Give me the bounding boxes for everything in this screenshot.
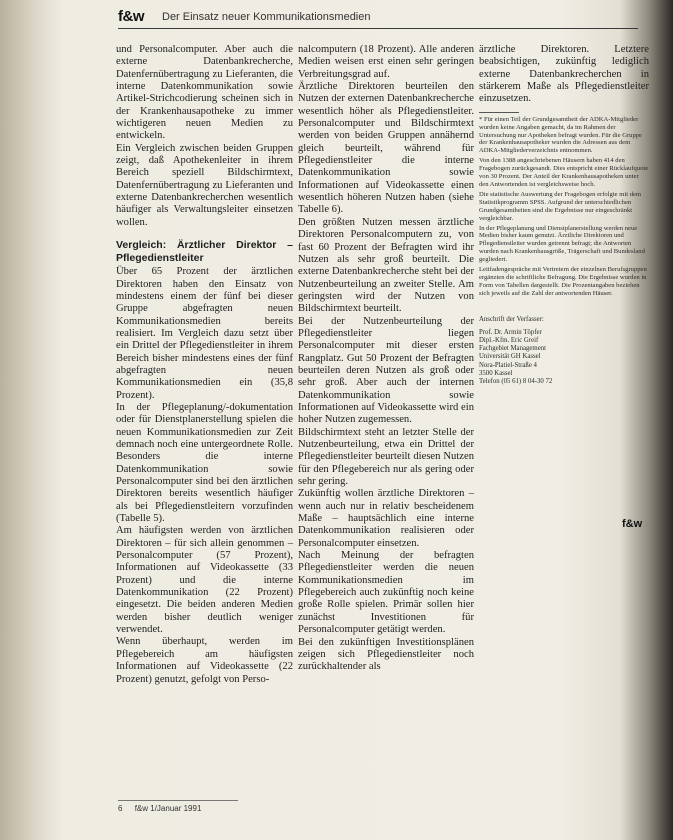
footnote: Von den 1388 angeschriebenen Häusern haben 414 den Fragebogen zurückgesandt. Dies entspricht einer Rücklaufquote von 30 Prozent. Der Anteil der Krankenhausapotheken unter den Antwortenden ist vergleichsweise hoch. (479, 157, 649, 188)
end-logo: f&w (622, 518, 643, 530)
author-address-line: Prof. Dr. Armin Töpfer (479, 328, 542, 336)
magazine-logo: f&w (118, 8, 144, 25)
footnote: * Für einen Teil der Grundgesamtheit der ADKA-Mitglieder wurden keine Angaben gemacht, da im Rahmen der Untersuchung nur Apotheken befragt wurden. Für die Gruppe der Krankenhausapotheker wurden die Adressen aus dem ADKA-Mitgliederverzeichnis entnommen. (479, 115, 642, 155)
author-address-line: Telefon (05 61) 8 04-30 72 (479, 378, 553, 386)
page-footer (118, 804, 211, 813)
paragraph: Ärztliche Direktoren beurteilen den Nutzen der externen Datenbankrecherche wesentlich höher als Pflegedienstleiter. Personalcomputer und Bildschirmtext werden von beiden Gruppen annähernd gleich beurteilt, während für Pflegedienstleiter die interne Datenkommunikation sowie Informationen auf Videokassette einen wesentlich höheren Nutzen haben (siehe Tabelle 6). (298, 81, 474, 216)
paragraph: Ein Vergleich zwischen beiden Gruppen zeigt, daß Apothekenleiter in ihrem Bereich speziell Bildschirmtext, Datenfernübertragung zu Lieferanten und externe Datenbankrecherchen wesentlich häufiger als Verwaltungsleiter einsetzen wollen. (116, 142, 293, 228)
footer-rule (118, 800, 238, 801)
paragraph: Wenn überhaupt, werden im Pflegebereich am häufigsten Informationen auf Videokassette (22 Prozent) genutzt, gefolgt von Perso- (116, 636, 293, 685)
text-column-3 (479, 44, 649, 386)
footnote: Die statistische Auswertung der Fragebogen erfolgte mit dem Statistikprogramm SPSS. Aufgrund der unterschiedlichen Grundgesamtheiten sind die Ergebnisse nur eingeschränkt vergleichbar. (479, 190, 642, 222)
paragraph: In der Pflegeplanung/-dokumentation oder für Dienstplanerstellung spielen die neuen Kommunikationsmedien zur Zeit demnach noch eine untergeordnete Rolle. Besonders die interne Datenkommunikation sowie Personalcomputer sind bei den ärztlichen Direktoren bereits wesentlich häufiger als bei Pflegedienstleitern vorzufinden (Tabelle 5). (116, 401, 293, 525)
paragraph: ärztliche Direktoren. Letztere beabsichtigen, zukünftig lediglich externe Datenbankrecherchen in stärkerem Maße als Pflegedienstleiter einzusetzen. (479, 44, 649, 105)
paragraph: Zukünftig wollen ärztliche Direktoren – wenn auch nur in relativ bescheidenem Maße – hauptsächlich eine interne Datenkommunikation realisieren oder Personalcomputer einsetzen. (298, 488, 474, 549)
author-address-line: Universität GH Kassel (479, 353, 541, 361)
author-address-label: Anschrift der Verfasser: (479, 315, 544, 323)
author-address-line: Nora-Platiel-Straße 4 (479, 361, 537, 369)
paragraph: Bei den zukünftigen Investitionsplänen zeigen sich Pflegedienstleiter noch zurückhaltender als (298, 636, 474, 673)
author-address (479, 316, 649, 387)
footnote: In der Pflegeplanung und Dienstplanerstellung werden neue Medien bisher kaum genutzt. Ärztliche Direktoren und Pflegedienstleiter wurden getrennt befragt; die Antworten wurden nach Krankenhausgröße, Trägerschaft und Bundesland gegliedert. (479, 224, 645, 264)
paragraph: Bei der Nutzenbeurteilung der Pflegedienstleiter liegen Personalcomputer mit dieser ersten Rangplatz. Gut 50 Prozent der Befragten beurteilen deren Nutzen als groß oder sehr groß. Aber auch der internen Datenkommunikation sowie Informationen auf Videokassette wird ein hoher Nutzen zugemessen. (298, 315, 474, 426)
text-column-1 (116, 44, 293, 686)
page-number: 6 (118, 804, 123, 813)
paragraph: Am häufigsten werden von ärztlichen Direktoren – für sich allein genommen – Personalcomputer (57 Prozent), Informationen auf Videokassette (33 Prozent) und die interne Datenkommunikation (22 Prozent) eingesetzt. Die beiden anderen Medien werden bisher deutlich weniger verwendet. (116, 525, 293, 636)
text-column-2 (298, 44, 474, 674)
paragraph: Den größten Nutzen messen ärztliche Direktoren Personalcomputern zu, von fast 60 Prozent der Befragten wird ihr Nutzen als sehr groß beurteilt. Die externe Datenbankrecherche steht bei der Nutzenbeurteilung an zweiter Stelle. Am geringsten wird der Nutzen von Bildschirmtext beurteilt. (298, 216, 474, 315)
running-header-title: Der Einsatz neuer Kommunikationsmedien (162, 11, 371, 23)
paragraph: nalcomputern (18 Prozent). Alle anderen Medien weisen erst einen sehr geringen Verbreitungsgrad auf. (298, 44, 474, 80)
paragraph: Nach Meinung der befragten Pflegedienstleiter werden die neuen Kommunikationsmedien im Pflegebereich auch zukünftig noch keine große Rolle spielen. Primär sollen hier zunächst Investitionen für Personalcomputer getätigt werden. (298, 550, 474, 636)
section-heading: Vergleich: Ärztlicher Direktor – Pflegedienstleiter (116, 239, 293, 264)
paragraph: und Personalcomputer. Aber auch die externe Datenbankrecherche, Datenfernübertragung zu Lieferanten, die interne Datenkommunikation sowie Artikel-Strichcodierung scheinen sich in der Krankenhausapotheke zu immer wichtigeren neuen Medien zu entwickeln. (116, 44, 293, 142)
author-address-line: 3500 Kassel (479, 369, 513, 377)
footnote: Leitfadengespräche mit Vertretern der einzelnen Berufsgruppen ergänzten die schriftliche Befragung. Die Ergebnisse wurden in Form von Tabellen dargestellt. Die Prozentangaben beziehen sich jeweils auf die Zahl der antwortenden Häuser. (479, 266, 647, 297)
author-address-line: Dipl.-Kfm. Eric Greif (479, 337, 539, 345)
author-address-line: Fachgebiet Management (479, 345, 546, 353)
footnotes (479, 116, 649, 298)
paragraph: Bildschirmtext steht an letzter Stelle der Nutzenbeurteilung, etwa ein Drittel der Pflegedienstleiter beurteilt diesen Nutzen für den Pflegebereich nur als gering oder sehr gering. (298, 426, 474, 488)
page-binding-shadow (0, 0, 62, 840)
running-header (118, 8, 638, 29)
paragraph: Über 65 Prozent der ärztlichen Direktoren haben den Einsatz von mindestens einem der fünf bei dieser Gruppe abgefragten neuen Kommunikationsmedien bereits realisiert. Im Vergleich dazu setzt über ein Drittel der Pflegedienstleiter in ihrem Bereich bisher mindestens eines der fünf abgefragten neuen Kommunikationsmedien ein (35,8 Prozent). (116, 266, 293, 401)
issue-info: f&w 1/Januar 1991 (134, 804, 202, 813)
footnote-divider (479, 112, 519, 113)
